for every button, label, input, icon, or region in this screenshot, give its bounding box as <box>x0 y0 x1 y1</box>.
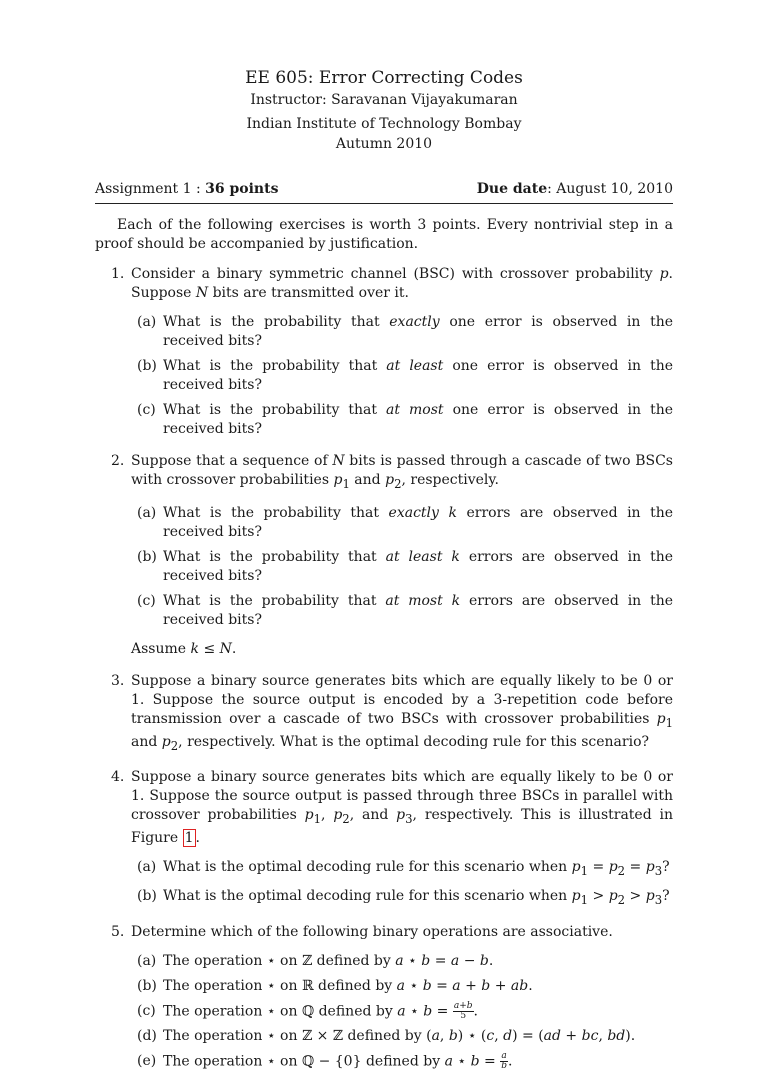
question-3 <box>95 672 673 756</box>
sub-question: (d) The operation ⋆ on ℤ × ℤ defined by (a, b) ⋆ (c, d) = (ad + bc, bd). <box>137 1028 636 1045</box>
sub-question: (b) What is the probability that at least one error is observed in the received bits? <box>137 358 674 393</box>
question-text: Suppose a binary source generates bits which are equally likely to be 0 or 1. Suppose the source output is passed through three BSCs in parallel with crossover probabilities $p_1$, $p_2$, and $p_3$, respectively. This is illustrated in Figure 1 . <box>131 769 673 847</box>
question-number: 1. <box>111 266 125 282</box>
question-number: 4. <box>111 769 125 786</box>
assignment-points: 36 points <box>205 181 279 197</box>
question-text: Suppose that a sequence of N bits is passed through a cascade of two BSCs with crossover probabilities $p_1$ and $p_2$, respectively. <box>131 453 673 491</box>
sub-question-list <box>131 858 673 910</box>
assignment-bar <box>95 180 673 204</box>
question-number: 3. <box>111 672 125 689</box>
figure-1-link[interactable]: 1 <box>184 830 194 847</box>
sub-question: (a) What is the probability that exactly one error is observed in the received bits? <box>137 314 674 349</box>
sub-question: (a) What is the probability that exactly k errors are observed in the received bits? <box>137 504 674 540</box>
question-4 <box>95 768 673 909</box>
assignment-label: Assignment 1 : <box>95 181 201 197</box>
sub-question: (c) What is the probability that at most one error is observed in the received bits? <box>137 402 674 437</box>
due-date-value: : August 10, 2010 <box>547 181 673 197</box>
due-date-label: Due date <box>476 181 548 197</box>
assignment-page <box>95 66 673 1085</box>
course-title: EE 605: Error Correcting Codes <box>245 68 523 88</box>
sub-question: (b) What is the probability that at least k errors are observed in the received bits? <box>137 548 674 584</box>
question-text: Consider a binary symmetric channel (BSC) with crossover probability p. Suppose N bits are transmitted over it. <box>131 266 673 301</box>
question-number: 2. <box>111 453 125 469</box>
assumption-note: Assume k ≤ N. <box>131 640 237 657</box>
sub-question: (b) What is the optimal decoding rule for this scenario when $p_1 > p_2 > p_3$? <box>137 887 670 907</box>
intro-paragraph: Each of the following exercises is worth 3 points. Every nontrivial step in a proof should be accompanied by justification. <box>95 217 673 252</box>
document-header <box>95 66 673 154</box>
assignment-label-group <box>95 180 278 199</box>
question-2 <box>95 452 673 659</box>
sub-question: (b) The operation ⋆ on ℝ defined by a ⋆ b = a + b + ab. <box>137 977 533 994</box>
sub-question-list <box>131 504 673 630</box>
instructor-line: Instructor: Saravanan Vijayakumaran <box>250 92 518 108</box>
question-number: 5. <box>111 923 125 940</box>
question-text: Determine which of the following binary operations are associative. <box>131 923 613 940</box>
sub-question: (e) The operation ⋆ on ℚ − {0} defined by a ⋆ b = $\frac{a}{b}$ . <box>137 1051 513 1072</box>
institute-line: Indian Institute of Technology Bombay <box>246 116 522 132</box>
question-5 <box>95 923 673 1072</box>
sub-question-list <box>131 952 673 1072</box>
due-date-group <box>477 180 673 199</box>
sub-question-list <box>131 313 673 439</box>
question-1 <box>95 265 673 439</box>
question-text: Suppose a binary source generates bits which are equally likely to be 0 or 1. Suppose the source output is encoded by a 3-repetition code before transmission over a cascade of two BSCs with crossover probabilities $p_1$ and $p_2$, respectively. What is the optimal decoding rule for this scenario? <box>131 672 673 753</box>
term-line: Autumn 2010 <box>335 136 433 152</box>
sub-question: (c) What is the probability that at most k errors are observed in the received bits? <box>137 592 674 628</box>
sub-question: (a) What is the optimal decoding rule for this scenario when $p_1 = p_2 = p_3$? <box>137 859 670 878</box>
sub-question: (a) The operation ⋆ on ℤ defined by a ⋆ b = a − b. <box>137 952 494 969</box>
question-list <box>95 265 673 1072</box>
sub-question: (c) The operation ⋆ on ℚ defined by a ⋆ b = $\frac{a+b}{5}$ . <box>137 1000 478 1021</box>
